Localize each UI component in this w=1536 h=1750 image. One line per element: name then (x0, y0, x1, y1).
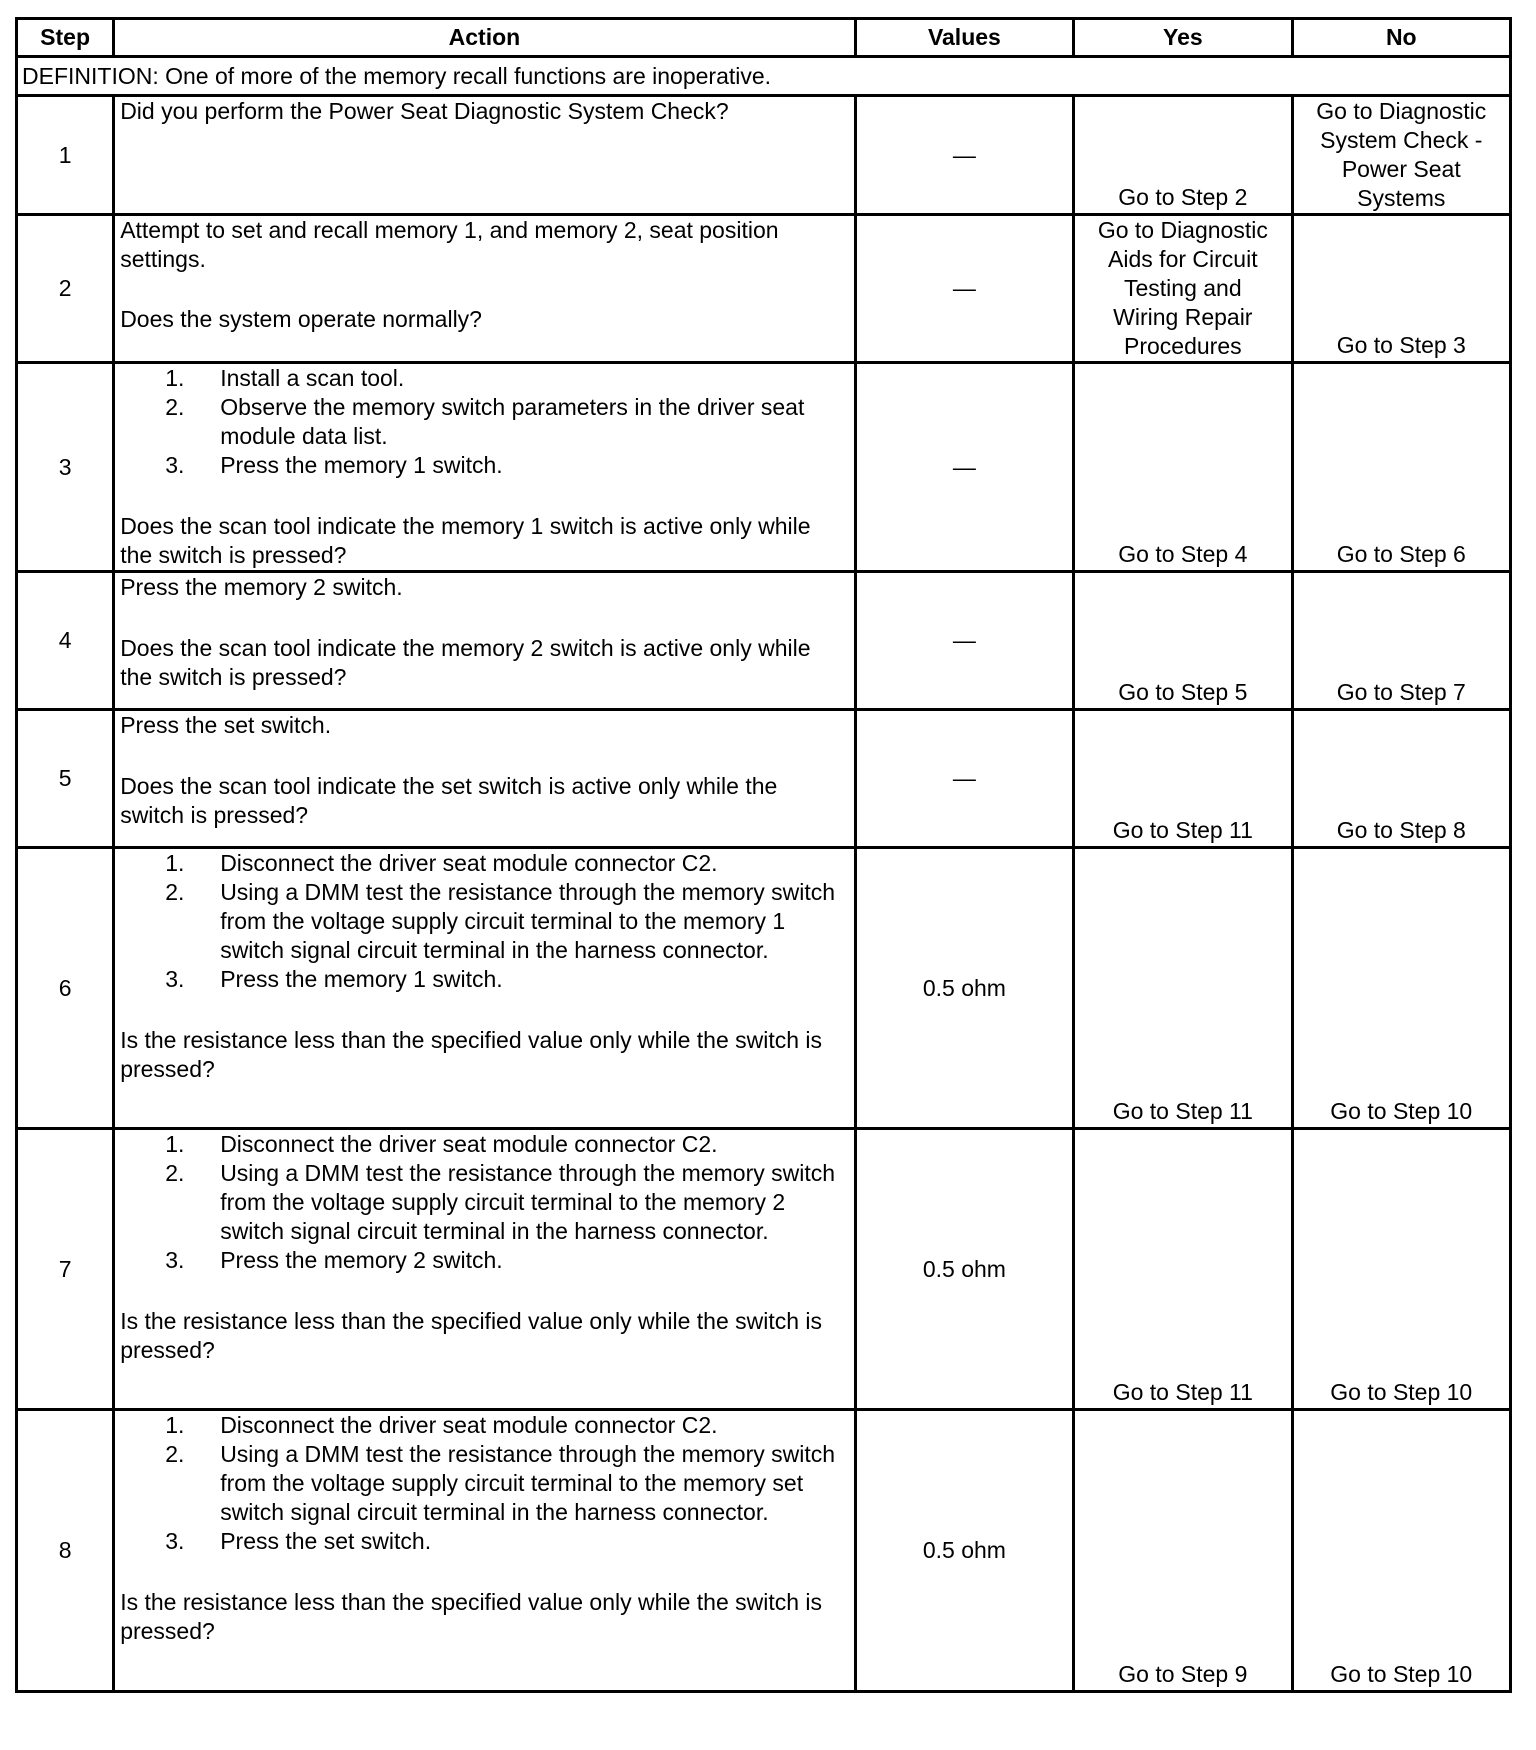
table-row (17, 1410, 1511, 1692)
value-cell: — (855, 572, 1073, 710)
no-cell: Go to Step 10 (1292, 848, 1510, 1129)
yes-cell: Go to Step 9 (1074, 1410, 1292, 1692)
action-cell (114, 363, 855, 572)
action-cell (114, 848, 855, 1129)
header-row (17, 19, 1511, 57)
action-cell (114, 1410, 855, 1692)
list-item: 1. Disconnect the driver seat module connector C2. (165, 850, 718, 876)
no-cell: Go to Step 8 (1292, 710, 1510, 848)
action-question: Is the resistance less than the specified value only while the switch is pressed? (120, 1308, 823, 1363)
value-cell: — (855, 215, 1073, 363)
header-yes: Yes (1074, 19, 1292, 57)
action-question: Does the scan tool indicate the memory 2 switch is active only while the switch is pressed? (120, 635, 811, 690)
list-item: 1. Disconnect the driver seat module connector C2. (165, 1412, 718, 1438)
list-item: 2. Observe the memory switch parameters in the driver seat module data list. (165, 394, 805, 449)
action-steps (120, 1411, 845, 1556)
list-item: 2. Using a DMM test the resistance through the memory switch from the voltage supply circuit terminal to the memory 2 switch signal circuit terminal in the harness connector. (165, 1160, 836, 1244)
action-cell (114, 710, 855, 848)
value-cell: — (855, 363, 1073, 572)
action-cell (114, 572, 855, 710)
table-row (17, 1129, 1511, 1410)
action-cell (114, 215, 855, 363)
step-number: 7 (17, 1129, 114, 1410)
list-item: 3. Press the memory 2 switch. (165, 1247, 503, 1273)
action-question: Does the scan tool indicate the set switch is active only while the switch is pressed? (120, 773, 778, 828)
action-steps (120, 364, 845, 480)
yes-cell: Go to Step 11 (1074, 848, 1292, 1129)
list-item: 3. Press the memory 1 switch. (165, 452, 503, 478)
header-values: Values (855, 19, 1073, 57)
table-row (17, 363, 1511, 572)
step-number: 3 (17, 363, 114, 572)
yes-cell: Go to Step 11 (1074, 710, 1292, 848)
step-number: 2 (17, 215, 114, 363)
no-cell: Go to Step 6 (1292, 363, 1510, 572)
action-cell (114, 1129, 855, 1410)
no-cell: Go to Step 7 (1292, 572, 1510, 710)
action-question: Does the system operate normally? (120, 306, 482, 332)
value-cell: — (855, 96, 1073, 215)
definition-text: DEFINITION: One of more of the memory recall functions are inoperative. (17, 57, 1511, 96)
no-cell: Go to Step 3 (1292, 215, 1510, 363)
yes-cell: Go to Step 11 (1074, 1129, 1292, 1410)
table-row (17, 710, 1511, 848)
action-question: Is the resistance less than the specified value only while the switch is pressed? (120, 1589, 823, 1644)
action-steps (120, 849, 845, 994)
action-text: Attempt to set and recall memory 1, and memory 2, seat position settings. (120, 217, 779, 272)
value-cell: 0.5 ohm (855, 1129, 1073, 1410)
step-number: 4 (17, 572, 114, 710)
action-steps (120, 1130, 845, 1275)
table-row (17, 215, 1511, 363)
list-item: 1. Install a scan tool. (165, 365, 405, 391)
value-cell: 0.5 ohm (855, 1410, 1073, 1692)
value-cell: 0.5 ohm (855, 848, 1073, 1129)
definition-row (17, 57, 1511, 96)
header-step: Step (17, 19, 114, 57)
list-item: 3. Press the memory 1 switch. (165, 966, 503, 992)
action-question: Is the resistance less than the specified value only while the switch is pressed? (120, 1027, 823, 1082)
table-row (17, 96, 1511, 215)
header-no: No (1292, 19, 1510, 57)
step-number: 5 (17, 710, 114, 848)
step-number: 1 (17, 96, 114, 215)
no-cell: Go to Diagnostic System Check - Power Seat Systems (1292, 96, 1510, 215)
yes-cell: Go to Step 4 (1074, 363, 1292, 572)
diagnostic-table (15, 17, 1512, 1693)
table-row (17, 572, 1511, 710)
table-row (17, 848, 1511, 1129)
action-text: Press the memory 2 switch. (120, 574, 403, 600)
value-cell: — (855, 710, 1073, 848)
list-item: 2. Using a DMM test the resistance through the memory switch from the voltage supply circuit terminal to the memory 1 switch signal circuit terminal in the harness connector. (165, 879, 836, 963)
yes-cell: Go to Diagnostic Aids for Circuit Testing and Wiring Repair Procedures (1074, 215, 1292, 363)
action-question: Does the scan tool indicate the memory 1 switch is active only while the switch is pressed? (120, 513, 811, 568)
list-item: 1. Disconnect the driver seat module connector C2. (165, 1131, 718, 1157)
no-cell: Go to Step 10 (1292, 1410, 1510, 1692)
action-text: Press the set switch. (120, 712, 332, 738)
action-cell (114, 96, 855, 215)
yes-cell: Go to Step 5 (1074, 572, 1292, 710)
action-text: Did you perform the Power Seat Diagnostic System Check? (120, 98, 729, 124)
list-item: 2. Using a DMM test the resistance through the memory switch from the voltage supply circuit terminal to the memory set switch signal circuit terminal in the harness connector. (165, 1441, 836, 1525)
header-action: Action (114, 19, 855, 57)
step-number: 6 (17, 848, 114, 1129)
list-item: 3. Press the set switch. (165, 1528, 432, 1554)
yes-cell: Go to Step 2 (1074, 96, 1292, 215)
no-cell: Go to Step 10 (1292, 1129, 1510, 1410)
step-number: 8 (17, 1410, 114, 1692)
